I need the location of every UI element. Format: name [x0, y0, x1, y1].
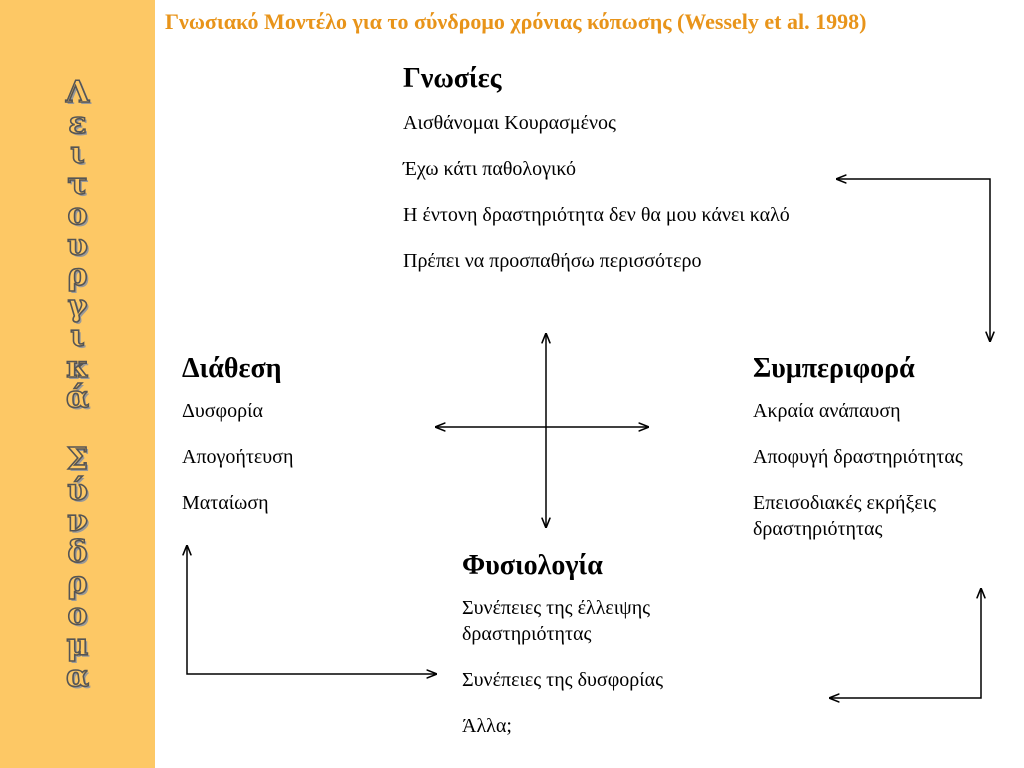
- physiology-to-mood-arrow: [187, 546, 436, 674]
- sidebar-letter: δ: [67, 535, 88, 570]
- sidebar-letter: υ: [67, 227, 88, 263]
- sidebar-letter: μ: [66, 628, 89, 663]
- sidebar-letter: ά: [65, 380, 90, 415]
- sidebar-letter: ι: [70, 136, 85, 171]
- sidebar-letter: ύ: [67, 473, 88, 508]
- physiology-heading: Φυσιολογία: [462, 550, 603, 581]
- mood-item: Δυσφορία: [182, 400, 263, 422]
- sidebar-letter: Λ: [65, 75, 90, 110]
- mood-heading: Διάθεση: [182, 353, 282, 384]
- sidebar-letter: ι: [70, 319, 85, 354]
- behaviour-heading: Συμπεριφορά: [753, 353, 915, 384]
- physiology-item: Συνέπειες της δυσφορίας: [462, 669, 664, 691]
- mood-item: Ματαίωση: [182, 492, 269, 514]
- cognition-item: Αισθάνομαι Κουρασμένος: [403, 112, 616, 134]
- cognition-item: Η έντονη δραστηριότητα δεν θα μου κάνει καλό: [403, 204, 790, 226]
- sidebar-letter: ν: [67, 504, 88, 539]
- physiology-item: Άλλα;: [462, 715, 512, 737]
- sidebar-letter: Σ: [66, 442, 89, 477]
- sidebar-letter: γ: [67, 288, 88, 324]
- sidebar-letter: α: [65, 659, 90, 694]
- sidebar-letter: τ: [67, 166, 88, 202]
- behaviour-item: Αποφυγή δραστηριότητας: [753, 446, 963, 468]
- behaviour-item: Επεισοδιακές εκρήξεις δραστηριότητας: [753, 492, 937, 540]
- cognition-item: Έχω κάτι παθολογικό: [403, 158, 576, 180]
- physiology-item: Συνέπειες της έλλειψης δραστηριότητας: [462, 597, 651, 645]
- sidebar-letter: ε: [68, 105, 87, 141]
- sidebar-letter: ο: [67, 597, 88, 632]
- sidebar-letter: ρ: [67, 258, 88, 293]
- sidebar-letter: ρ: [67, 566, 88, 601]
- cognitions-to-behaviour-arrow: [837, 179, 990, 341]
- sidebar-letter: ο: [67, 197, 88, 232]
- cognitions-heading: Γνωσίες: [403, 63, 502, 94]
- slide-title: Γνωσιακό Μοντέλο για το σύνδρομο χρόνιας κόπωσης (Wessely et al. 1998): [165, 9, 867, 34]
- mood-item: Απογοήτευση: [182, 446, 294, 468]
- cognition-item: Πρέπει να προσπαθήσω περισσότερο: [403, 250, 702, 272]
- sidebar-letter: κ: [66, 349, 89, 385]
- behaviour-item: Ακραία ανάπαυση: [753, 400, 901, 422]
- behaviour-to-physiology-arrow: [830, 589, 981, 698]
